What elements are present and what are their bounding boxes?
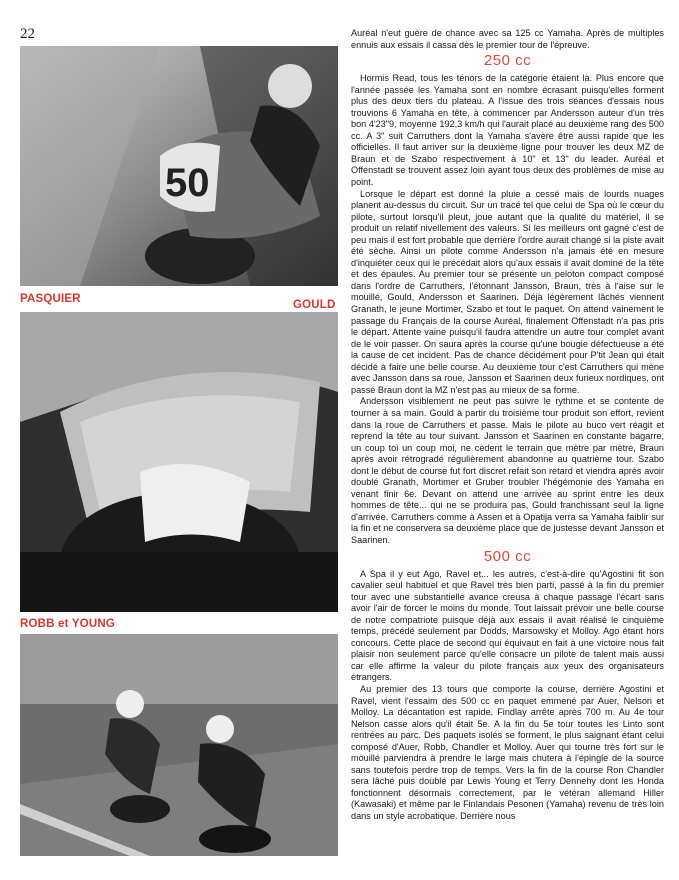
photo-robb-young <box>20 634 338 856</box>
racing-motorcycle-photo <box>20 46 338 286</box>
intro-paragraph: Auréal n'eut guère de chance avec sa 125 cc Yamaha. Après de multiples ennuis aux essais il cassa dès le premier tour de l'épreuve. <box>351 28 664 50</box>
heading-250cc: 250 cc <box>483 52 532 70</box>
article-column <box>351 28 664 823</box>
two-riders-photo <box>20 634 338 856</box>
paragraph-250-1: Hormis Read, tous les ténors de la catégorie étaient là. Plus encore que l'année passée les Yamaha sont en nombre écrasant puisqu'elles forment plus des deux tiers du plateau. A l'issue des trois séances d'essais nous trouvions 6 Yamaha en tête, à commencer par Andersson auteur d'un très bon 4'23"9, moyenne 192,3 km/h qui l'aurait placé au deuxième rang des 500 cc. A 3" suit Carruthers dont la Yamaha s'avère être aussi rapide que les officielles. Il faut arriver sur la deuxième ligne pour trouver les deux MZ de Braun et de Szabo respectivement à 10" et 13" du leader. Auréal et Offenstadt se trouvent assez loin ayant tous deux des problèmes de mise au point. <box>351 73 664 188</box>
heading-500cc: 500 cc <box>483 547 532 565</box>
paragraph-500-1: A Spa il y eut Ago, Ravel et... les autres, c'est-à-dire qu'Agostini fit son cavalier seul habituel et que Ravel très bien parti, passé à la fin du premier tour avec une substantielle avance creusa à chaque passage l'écart sans avoir l'air de forcer le moins du monde. Tout laissait prévoir une belle course de notre compatriote puisque déjà aux essais il avait réalisé le cinquième temps, précédé seulement par Dodds, Marsowsky et Molloy. Ago étant hors concours. Cette place de second qui équivaut en fait à une victoire nous fait plaisir non seulement parce qu'elle consacre un pilote de talent mais aussi car elle affirme la valeur du pilote français aux yeux des organisateurs étrangers. <box>351 568 664 683</box>
rider-helmet-photo <box>20 312 338 612</box>
number-plate: 50 <box>165 161 210 205</box>
paragraph-250-3: Andersson visiblement ne peut pas suivre le rythme et se contente de tourner à sa main. Gould à partir du troisième tour produit son effort, revient dans la roue de Carruthers et passe. Mais le pilote au buco vert réagit et reprend la tête au tour suivant. Jansson et Saarinen en constante bagarre, un coup toi un coup moi, ne cèdent le terrain que mètre par mètre, Braun après avoir rétrogradé régulièrement abandonne au quatrième tour. Szabo dont le début de course fut fort discret refait son retard et viendra après avoir doublé Granath, Mortimer et Gruber troubler l'hégémonie des Yamaha en venant finir 6e. Devant on attend une arrivée au sprint entre les deux hommes de tête... qui ne se produira pas, Gould franchissant seul la ligne d'arrivée. Carruthers comme à Assen et à Opatija verra sa Yamaha faiblir sur la fin et ne conservera sa deuxième place que de justesse devant Jansson et Saarinen. <box>351 396 664 545</box>
caption-pasquier: PASQUIER <box>20 293 81 305</box>
photo-gould <box>20 312 338 612</box>
caption-gould: GOULD <box>293 299 336 311</box>
paragraph-500-2: Au premier des 13 tours que comporte la course, derrière Agostini et Ravel, vient l'essaim des 500 cc en paquet emmené par Auer, Nelson et Molloy. La décantation est rapide. Findlay arrête après 700 m. Au 4e tour Nelson casse alors qu'il était 5e. A la fin du 5e tour toutes les Linto sont rentrées au parc. Des paquets isolés se forment, le plus saignant étant celui composé d'Auer, Robb, Chandler et Molloy. Auer qui tourne très fort sur le mouillé parviendra à prendre le large mais chutera à l'épingle de la source sans toutefois perdre trop de temps. Vers la fin de la course Ron Chandler sera lâché puis doublé par Lewis Young et Terry Dennehy dont les Honda fonctionnent désormais correctement, par le vétéran allemand Hiller (Kawasaki) et même par le Finlandais Pesonen (Yamaha) revenu de très loin dans un style acrobatique. Derrière nous <box>351 683 664 821</box>
page-number: 22 <box>20 26 35 42</box>
paragraph-250-2: Lorsque le départ est donné la pluie a cessé mais de lourds nuages planent au-dessus du circuit. Sur un tracé tel que celui de Spa où le cœur du pilote, surtout lorsqu'il pleut, joue autant que la qualité du matériel, il se produit un relatif nivellement des valeurs. Si les meilleurs ont gagné c'est de peu mais il est fort probable que derrière l'ordre aurait changé si la piste avait été sèche. Ainsi un pilote comme Andersson n'a jamais été en mesure d'inquiéter ceux qui le précédait alors qu'aux essais il avait dominé de la tête et des épaules. Au premier tour se présente un peloton compact composé dans l'ordre de Carruthers, l'étonnant Jansson, Braun, très à l'aise sur le mouillé, Gould, Andersson et Saarinen. Déjà légèrement lâchés viennent Granath, le jeune Mortimer, Szabo et tout le paquet. On attend vainement le passage du Français de la course Auréal, finalement Offenstadt n'a pas pris le départ. Attente vaine puisqu'il faudra attendre un autre tour complet avant de le voir passer. On saura après la course qu'une bougie défectueuse a été la cause de cet incident. Pas de chance décidément pour P'tit Jean qui était décidé à faire une belle course. Au deuxième tour c'est Carruthers qui mène avec Jansson dans sa roue, Jansson et Saarinen deux furieux nordiques, ont passé Braun dont la MZ n'est pas au mieux de sa forme. <box>351 188 664 395</box>
photo-pasquier <box>20 46 338 286</box>
caption-robb-young: ROBB et YOUNG <box>20 618 116 630</box>
